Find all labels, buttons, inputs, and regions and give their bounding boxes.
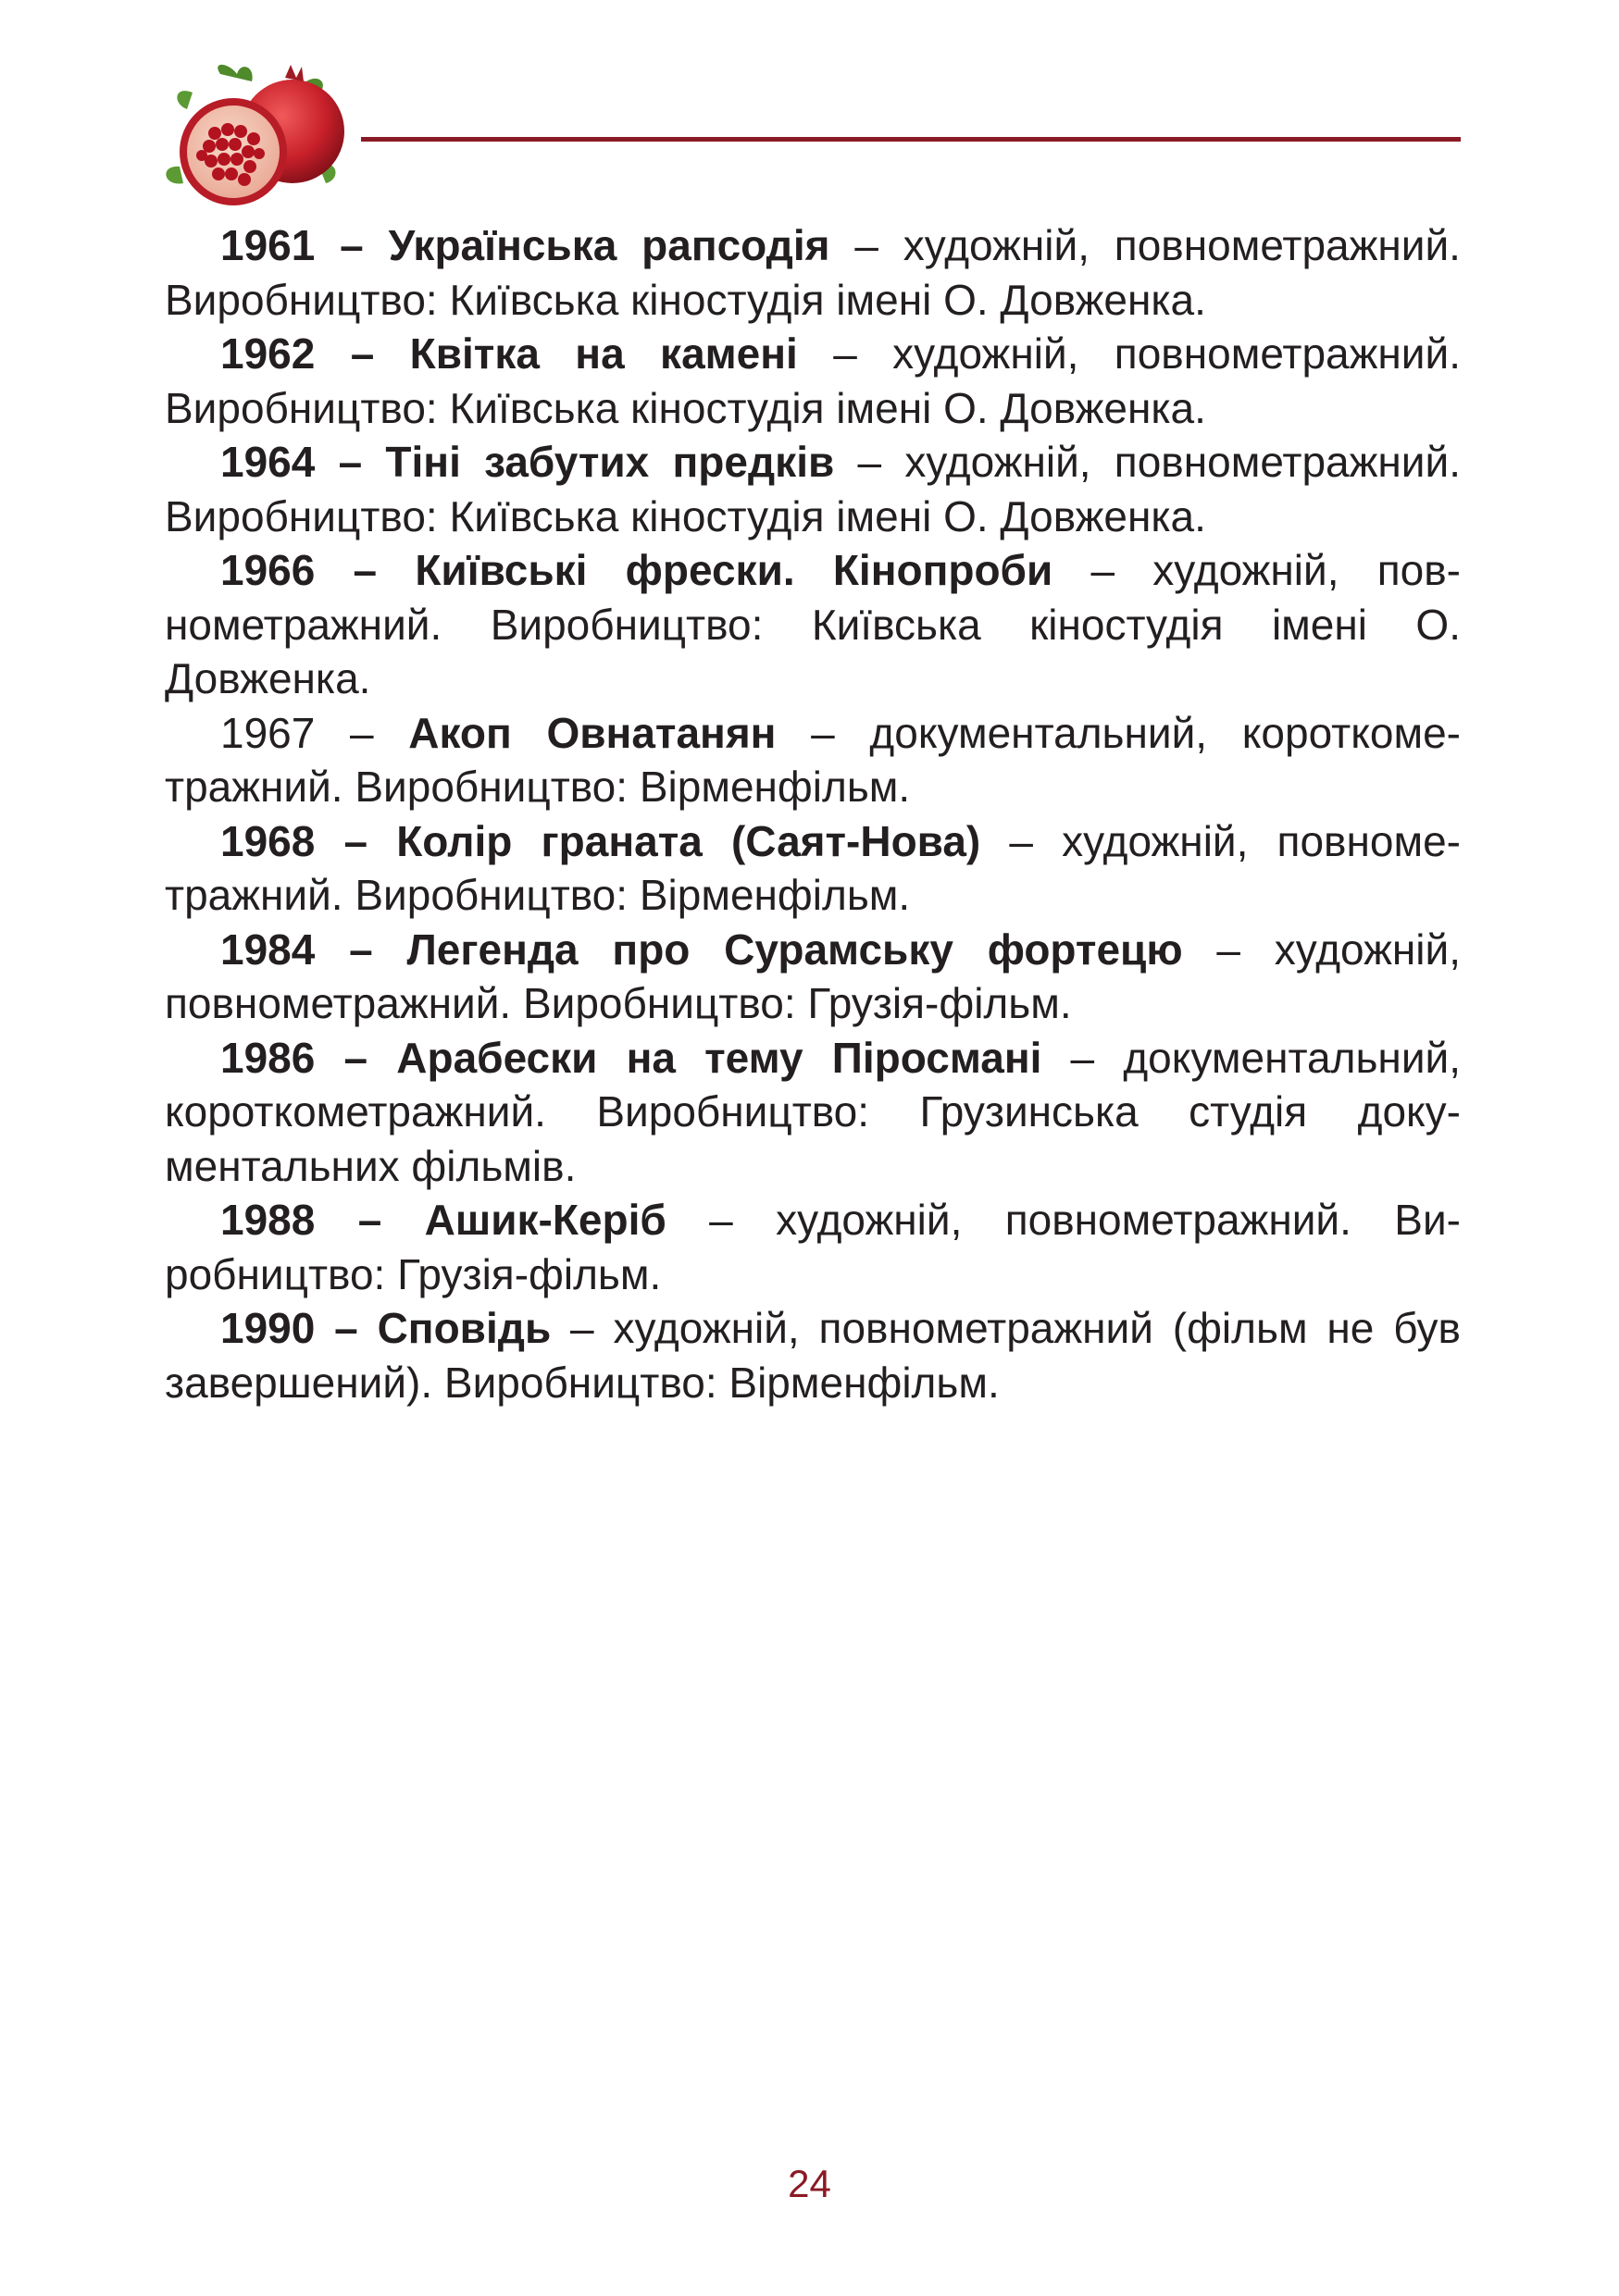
film-description: художній, повнометражний. Виробництво: Київська кіностудія імені О. Довженка. — [165, 329, 1461, 432]
film-description: художній, повнометражний. Виробництво: Київська кіностудія імені О. Довженка. — [165, 221, 1461, 324]
film-title: Акоп Овнатанян — [408, 708, 777, 757]
film-year: 1966 — [220, 546, 316, 594]
dash-separator: – — [776, 708, 870, 757]
film-description: документальний, короткометражний. Виробництво: Вірменфільм. — [165, 708, 1461, 811]
film-title: Сповідь — [377, 1304, 552, 1352]
film-entry — [165, 814, 1461, 923]
dash-separator: – — [1182, 925, 1275, 974]
film-title: Київські фрески. Кінопроби — [415, 546, 1053, 594]
film-entry — [165, 543, 1461, 706]
dash-separator: – — [315, 1033, 397, 1082]
film-title: Арабески на тему Піросмані — [396, 1033, 1042, 1082]
film-year: 1968 — [220, 816, 316, 865]
film-year: 1990 — [220, 1304, 316, 1352]
dash-separator: – — [666, 1196, 777, 1244]
film-title: Легенда про Сурамську фортецю — [406, 925, 1183, 974]
dash-separator: – — [315, 1304, 378, 1352]
dash-separator: – — [315, 708, 409, 757]
dash-separator: – — [315, 221, 389, 269]
dash-separator: – — [315, 438, 386, 486]
dash-separator: – — [829, 221, 903, 269]
film-title: Українська рапсодія — [388, 221, 830, 269]
filmography-list — [165, 218, 1461, 1409]
dash-separator: – — [980, 816, 1063, 865]
film-entry — [165, 1193, 1461, 1301]
film-description: документальний, короткометражний. Виробництво: Грузинська студія документальних фільмів. — [165, 1033, 1461, 1190]
page-number: 24 — [788, 2162, 831, 2205]
film-entry — [165, 706, 1461, 814]
film-title: Квітка на камені — [409, 329, 798, 378]
film-year: 1967 — [220, 708, 316, 757]
film-year: 1984 — [220, 925, 316, 974]
dash-separator: – — [1041, 1033, 1124, 1082]
dash-separator: – — [315, 329, 410, 378]
film-year: 1988 — [220, 1196, 316, 1244]
film-entry — [165, 923, 1461, 1031]
film-description: художній, повнометражний. Виробництво: Грузія-фільм. — [165, 1196, 1461, 1298]
film-entry — [165, 1301, 1461, 1409]
film-entry — [165, 218, 1461, 327]
dash-separator: – — [315, 816, 397, 865]
dash-separator: – — [315, 546, 416, 594]
film-description: художній, повнометражний. Виробництво: Київська кіностудія імені О. Довженка. — [165, 438, 1461, 540]
film-description: художній, повнометражний. Виробництво: Вірменфільм. — [165, 816, 1461, 919]
dash-separator: – — [551, 1304, 614, 1352]
film-year: 1964 — [220, 438, 316, 486]
film-year: 1961 — [220, 221, 316, 269]
film-year: 1986 — [220, 1033, 316, 1082]
film-description: художній, повнометражний (фільм не був завершений). Виробництво: Вірменфільм. — [165, 1304, 1461, 1407]
pomegranate-icon — [156, 56, 359, 213]
dash-separator: – — [797, 329, 893, 378]
film-entry — [165, 327, 1461, 435]
film-title: Ашик-Керіб — [424, 1196, 666, 1244]
film-description: художній, повнометражний. Виробництво: Київська кіностудія імені О. Довженка. — [165, 546, 1461, 702]
dash-separator: – — [834, 438, 905, 486]
dash-separator: – — [1052, 546, 1153, 594]
film-entry — [165, 1031, 1461, 1194]
header-divider — [361, 137, 1461, 142]
film-year: 1962 — [220, 329, 316, 378]
film-title: Колір граната (Саят-Нова) — [396, 816, 981, 865]
film-description: художній, повнометражний. Виробництво: Грузія-фільм. — [165, 925, 1461, 1027]
dash-separator: – — [315, 925, 407, 974]
film-entry — [165, 435, 1461, 543]
film-title: Тіні забутих предків — [385, 438, 835, 486]
dash-separator: – — [315, 1196, 425, 1244]
